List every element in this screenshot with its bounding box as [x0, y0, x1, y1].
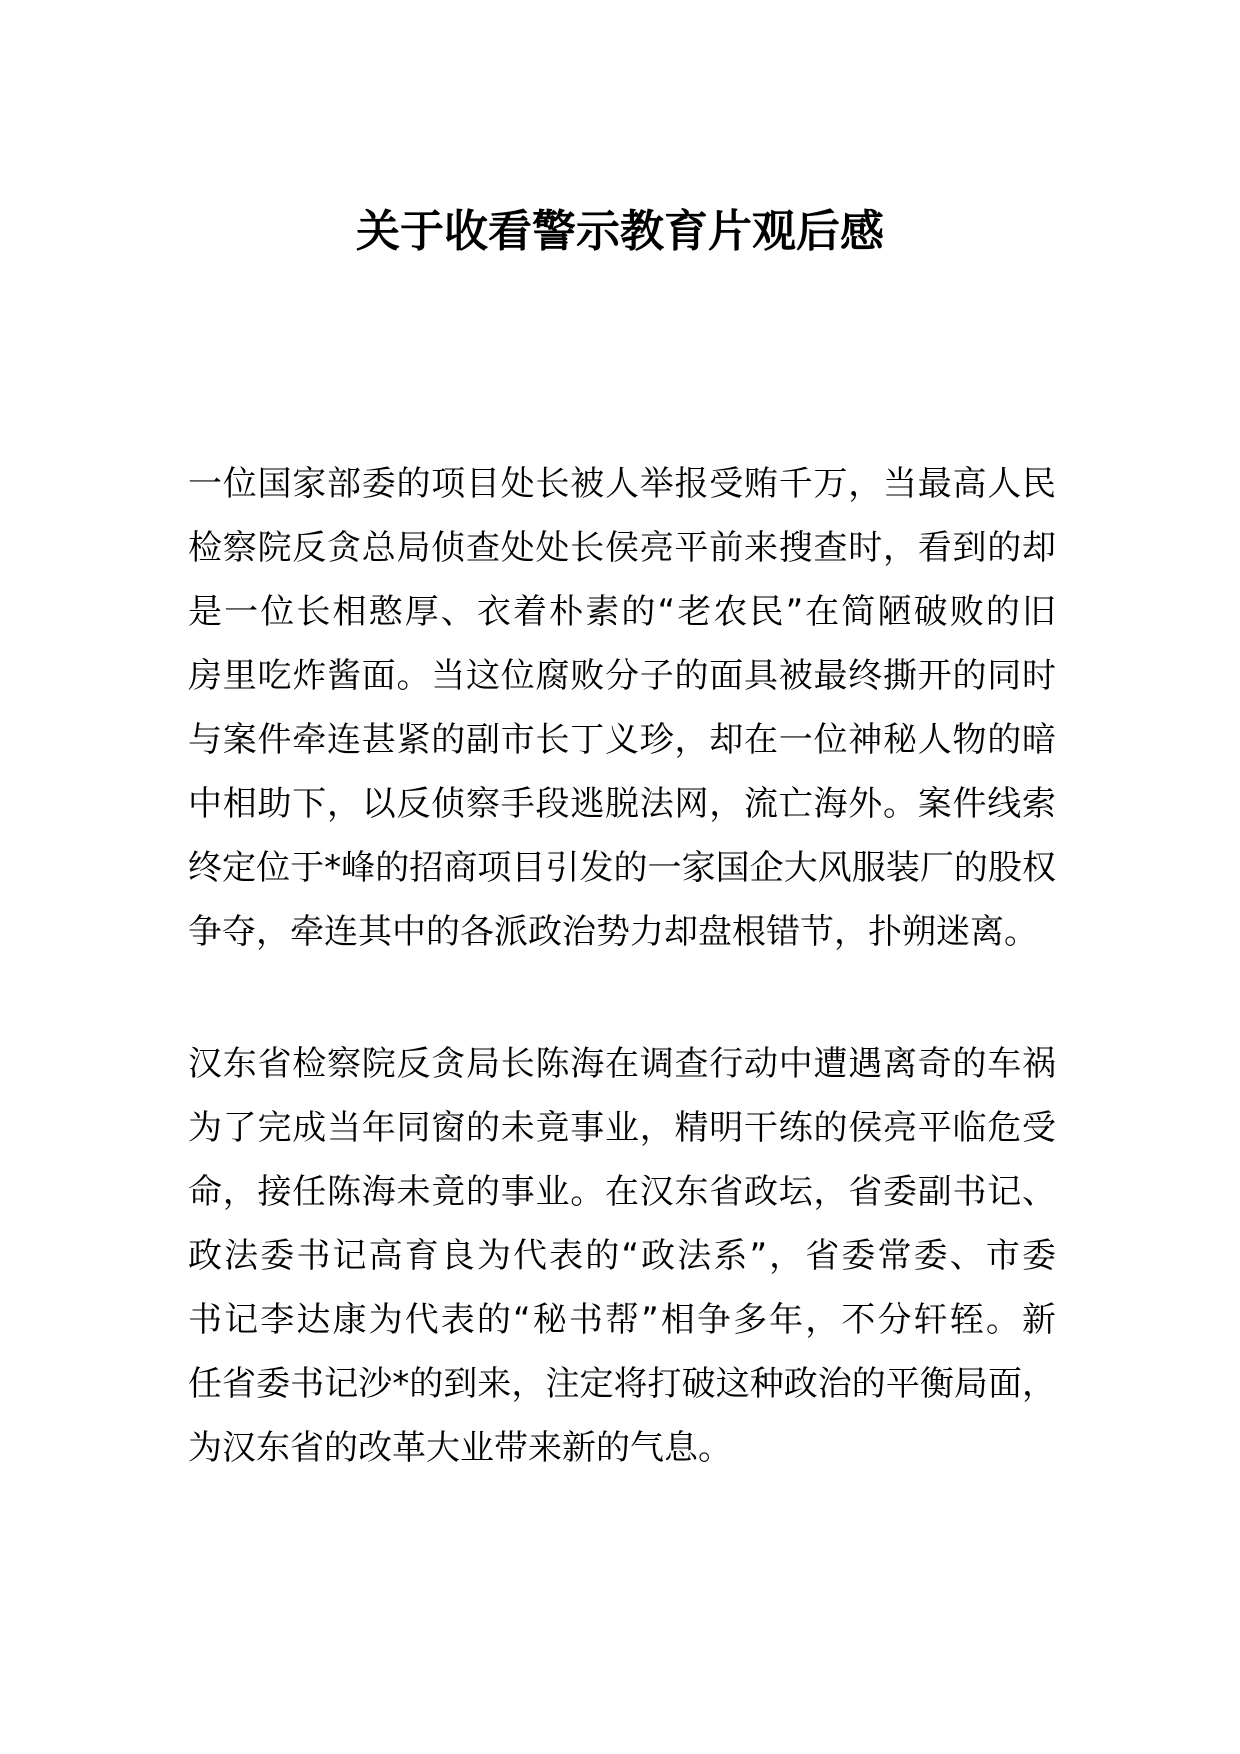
paragraph-line: 一位国家部委的项目处长被人举报受贿千万，当最高人民 — [188, 464, 1056, 504]
paragraph-line: 房里吃炸酱面。当这位腐败分子的面具被最终撕开的同时 — [188, 656, 1056, 696]
paragraph-line: 为汉东省的改革大业带来新的气息。 — [188, 1428, 732, 1468]
document-title: 关于收看警示教育片观后感 — [356, 206, 884, 257]
paragraph-line: 是一位长相憨厚、衣着朴素的“老农民”在简陋破败的旧 — [188, 592, 1056, 632]
paragraph-line: 为了完成当年同窗的未竟事业，精明干练的侯亮平临危受 — [188, 1108, 1056, 1148]
paragraph-line: 争夺，牵连其中的各派政治势力却盘根错节，扑朔迷离。 — [188, 912, 1038, 952]
paragraph-1 — [188, 452, 1056, 964]
paragraph-line: 命，接任陈海未竟的事业。在汉东省政坛，省委副书记、 — [188, 1172, 1056, 1212]
paragraph-line: 与案件牵连甚紧的副市长丁义珍，却在一位神秘人物的暗 — [188, 720, 1056, 760]
paragraph-2 — [188, 1032, 1056, 1480]
paragraph-line: 检察院反贪总局侦查处处长侯亮平前来搜查时，看到的却 — [188, 528, 1056, 568]
paragraph-line: 书记李达康为代表的“秘书帮”相争多年，不分轩轾。新 — [188, 1300, 1056, 1340]
paragraph-line: 汉东省检察院反贪局长陈海在调查行动中遭遇离奇的车祸 — [188, 1044, 1056, 1084]
paragraph-line: 终定位于*峰的招商项目引发的一家国企大风服装厂的股权 — [188, 848, 1056, 888]
paragraph-line: 任省委书记沙*的到来，注定将打破这种政治的平衡局面， — [188, 1364, 1056, 1404]
paragraph-line: 中相助下，以反侦察手段逃脱法网，流亡海外。案件线索 — [188, 784, 1056, 824]
paragraph-line: 政法委书记高育良为代表的“政法系”，省委常委、市委 — [188, 1236, 1056, 1276]
